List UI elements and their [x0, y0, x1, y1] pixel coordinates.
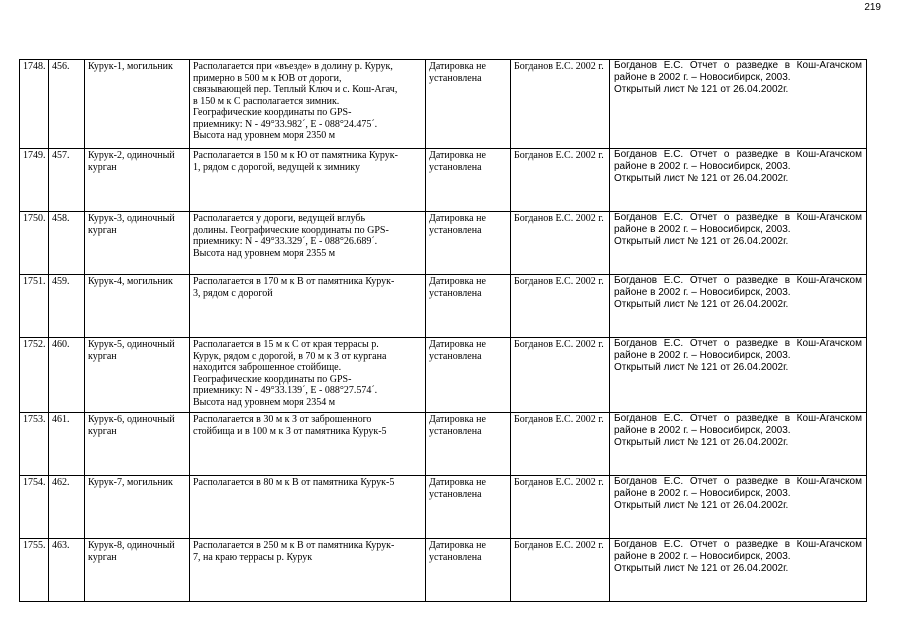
source-report: Богданов Е.С. Отчет о разведке в Кош-Агачском районе в 2002 г. – Новосибирск, 2003.	[614, 338, 862, 361]
permit-reference: Открытый лист № 121 от 26.04.2002г.	[614, 563, 789, 574]
location-description-cell	[190, 476, 426, 539]
description-line: Высота над уровнем моря 2354 м	[193, 396, 336, 408]
registry-number: 1749.	[23, 150, 46, 161]
permit-reference: Открытый лист № 121 от 26.04.2002г.	[614, 236, 789, 247]
source-cell	[610, 212, 867, 275]
section-index-cell	[49, 149, 85, 212]
location-description	[193, 213, 422, 259]
description-line: связывающей пер. Теплый Ключ и с. Кош-Агач,	[193, 84, 398, 95]
description-line: приемнику: N - 49°33.982´, E - 088°24.475´.	[193, 118, 378, 130]
source-cell	[610, 149, 867, 212]
monument-name-cell	[85, 413, 190, 476]
source-cell	[610, 476, 867, 539]
section-index-cell	[49, 212, 85, 275]
permit-reference: Открытый лист № 121 от 26.04.2002г.	[614, 362, 789, 373]
dating-cell	[426, 539, 511, 602]
table-row	[20, 338, 867, 413]
registry-number: 1755.	[23, 540, 46, 551]
section-index: 462.	[52, 477, 70, 488]
registry-number: 1752.	[23, 339, 46, 350]
registry-number: 1753.	[23, 414, 46, 425]
author-cell	[511, 60, 610, 149]
monument-name: Курук-1, могильник	[88, 61, 173, 72]
description-line: стойбища и в 100 м к З от памятника Курук-5	[193, 425, 387, 437]
description-line: Располагается в 250 м к В от памятника Курук-	[193, 540, 395, 551]
description-line: приемнику: N - 49°33.139´, E - 088°27.574´.	[193, 385, 378, 396]
permit-reference: Открытый лист № 121 от 26.04.2002г.	[614, 84, 789, 95]
author-year: Богданов Е.С. 2002 г.	[514, 213, 604, 224]
description-line: Географические координаты по GPS-	[193, 107, 352, 118]
author-cell	[511, 413, 610, 476]
location-description-cell	[190, 338, 426, 413]
description-line: находится заброшенное стойбище.	[193, 362, 342, 373]
author-year: Богданов Е.С. 2002 г.	[514, 540, 604, 551]
permit-reference: Открытый лист № 121 от 26.04.2002г.	[614, 500, 789, 511]
dating: Датировка не установлена	[429, 276, 486, 299]
location-description	[193, 477, 422, 489]
description-line: Располагается у дороги, ведущей вглубь	[193, 213, 366, 224]
dating-cell	[426, 212, 511, 275]
description-line: 7, на краю террасы р. Курук	[193, 551, 313, 563]
table-row	[20, 149, 867, 212]
location-description-cell	[190, 212, 426, 275]
description-line: Располагается при «въезде» в долину р. Курук,	[193, 61, 393, 72]
monument-name: Курук-8, одиночный курган	[88, 540, 175, 563]
registry-number: 1750.	[23, 213, 46, 224]
dating-cell	[426, 60, 511, 149]
permit-reference: Открытый лист № 121 от 26.04.2002г.	[614, 299, 789, 310]
registry-number-cell	[20, 413, 49, 476]
source-report: Богданов Е.С. Отчет о разведке в Кош-Агачском районе в 2002 г. – Новосибирск, 2003.	[614, 60, 862, 83]
source-cell	[610, 338, 867, 413]
registry-number-cell	[20, 60, 49, 149]
monument-name-cell	[85, 476, 190, 539]
dating-cell	[426, 413, 511, 476]
location-description-cell	[190, 275, 426, 338]
description-line: Высота над уровнем моря 2355 м	[193, 247, 336, 259]
section-index-cell	[49, 539, 85, 602]
description-line: Географические координаты по GPS-	[193, 373, 352, 385]
description-line: 3, рядом с дорогой	[193, 287, 273, 299]
source-report: Богданов Е.С. Отчет о разведке в Кош-Агачском районе в 2002 г. – Новосибирск, 2003.	[614, 539, 862, 562]
section-index-cell	[49, 338, 85, 413]
dating: Датировка не установлена	[429, 540, 486, 563]
monument-name: Курук-3, одиночный курган	[88, 213, 175, 236]
description-line: Располагается в 170 м к В от памятника Курук-	[193, 276, 395, 287]
permit-reference: Открытый лист № 121 от 26.04.2002г.	[614, 173, 789, 184]
monument-name: Курук-6, одиночный курган	[88, 414, 175, 437]
monument-name-cell	[85, 338, 190, 413]
table-row	[20, 275, 867, 338]
author-cell	[511, 338, 610, 413]
section-index: 456.	[52, 61, 70, 72]
description-line: Располагается в 15 м к С от края террасы р.	[193, 339, 379, 350]
location-description-cell	[190, 60, 426, 149]
description-line: 1, рядом с дорогой, ведущей к зимнику	[193, 161, 361, 173]
location-description-cell	[190, 413, 426, 476]
dating: Датировка не установлена	[429, 477, 486, 500]
dating: Датировка не установлена	[429, 61, 486, 84]
monument-name-cell	[85, 60, 190, 149]
location-description	[193, 61, 422, 142]
registry-number-cell	[20, 539, 49, 602]
author-year: Богданов Е.С. 2002 г.	[514, 339, 604, 350]
description-line: в 150 м к С располагается зимник.	[193, 95, 340, 107]
monument-name: Курук-5, одиночный курган	[88, 339, 175, 362]
registry-number: 1754.	[23, 477, 46, 488]
dating-cell	[426, 338, 511, 413]
section-index: 458.	[52, 213, 70, 224]
permit-reference: Открытый лист № 121 от 26.04.2002г.	[614, 437, 789, 448]
source-cell	[610, 413, 867, 476]
table-row	[20, 212, 867, 275]
source-report: Богданов Е.С. Отчет о разведке в Кош-Агачском районе в 2002 г. – Новосибирск, 2003.	[614, 212, 862, 235]
table-row	[20, 476, 867, 539]
source-report: Богданов Е.С. Отчет о разведке в Кош-Агачском районе в 2002 г. – Новосибирск, 2003.	[614, 275, 862, 298]
author-year: Богданов Е.С. 2002 г.	[514, 61, 604, 72]
author-year: Богданов Е.С. 2002 г.	[514, 477, 604, 488]
section-index-cell	[49, 275, 85, 338]
location-description	[193, 339, 422, 408]
description-line: Курук, рядом с дорогой, в 70 м к З от кургана	[193, 350, 387, 362]
author-cell	[511, 212, 610, 275]
location-description-cell	[190, 149, 426, 212]
description-line: Располагается в 150 м к Ю от памятника Курук-	[193, 150, 398, 161]
registry-number-cell	[20, 149, 49, 212]
author-cell	[511, 275, 610, 338]
section-index-cell	[49, 60, 85, 149]
table-row	[20, 60, 867, 149]
monument-name-cell	[85, 539, 190, 602]
section-index: 459.	[52, 276, 70, 287]
section-index-cell	[49, 413, 85, 476]
source-cell	[610, 539, 867, 602]
table-row	[20, 413, 867, 476]
location-description	[193, 540, 422, 563]
dating: Датировка не установлена	[429, 414, 486, 437]
table-row	[20, 539, 867, 602]
monument-name-cell	[85, 212, 190, 275]
author-cell	[511, 539, 610, 602]
dating: Датировка не установлена	[429, 213, 486, 236]
section-index-cell	[49, 476, 85, 539]
monument-name-cell	[85, 275, 190, 338]
location-description	[193, 150, 422, 173]
description-line: Располагается в 30 м к З от заброшенного	[193, 414, 372, 425]
author-cell	[511, 476, 610, 539]
monument-name: Курук-2, одиночный курган	[88, 150, 175, 173]
location-description-cell	[190, 539, 426, 602]
monument-name-cell	[85, 149, 190, 212]
description-line: Располагается в 80 м к В от памятника Курук-5	[193, 477, 395, 488]
source-report: Богданов Е.С. Отчет о разведке в Кош-Агачском районе в 2002 г. – Новосибирск, 2003.	[614, 476, 862, 499]
author-year: Богданов Е.С. 2002 г.	[514, 414, 604, 425]
author-cell	[511, 149, 610, 212]
section-index: 461.	[52, 414, 70, 425]
source-report: Богданов Е.С. Отчет о разведке в Кош-Агачском районе в 2002 г. – Новосибирск, 2003.	[614, 413, 862, 436]
location-description	[193, 276, 422, 299]
source-cell	[610, 60, 867, 149]
monument-name: Курук-4, могильник	[88, 276, 173, 287]
dating-cell	[426, 149, 511, 212]
description-line: Высота над уровнем моря 2350 м	[193, 130, 336, 141]
registry-number-cell	[20, 212, 49, 275]
page-number: 219	[864, 2, 881, 13]
section-index: 457.	[52, 150, 70, 161]
author-year: Богданов Е.С. 2002 г.	[514, 150, 604, 161]
registry-number: 1751.	[23, 276, 46, 287]
dating-cell	[426, 476, 511, 539]
dating: Датировка не установлена	[429, 339, 486, 362]
registry-number-cell	[20, 275, 49, 338]
dating: Датировка не установлена	[429, 150, 486, 173]
registry-number-cell	[20, 476, 49, 539]
source-cell	[610, 275, 867, 338]
section-index: 463.	[52, 540, 70, 551]
monuments-table	[19, 59, 867, 602]
description-line: примерно в 500 м к ЮВ от дороги,	[193, 72, 342, 84]
monument-name: Курук-7, могильник	[88, 477, 173, 488]
author-year: Богданов Е.С. 2002 г.	[514, 276, 604, 287]
description-line: долины. Географические координаты по GPS-	[193, 224, 389, 236]
source-report: Богданов Е.С. Отчет о разведке в Кош-Агачском районе в 2002 г. – Новосибирск, 2003.	[614, 149, 862, 172]
registry-number-cell	[20, 338, 49, 413]
section-index: 460.	[52, 339, 70, 350]
registry-number: 1748.	[23, 61, 46, 72]
location-description	[193, 414, 422, 437]
description-line: приемнику: N - 49°33.329´, E - 088°26.689´.	[193, 236, 378, 247]
dating-cell	[426, 275, 511, 338]
